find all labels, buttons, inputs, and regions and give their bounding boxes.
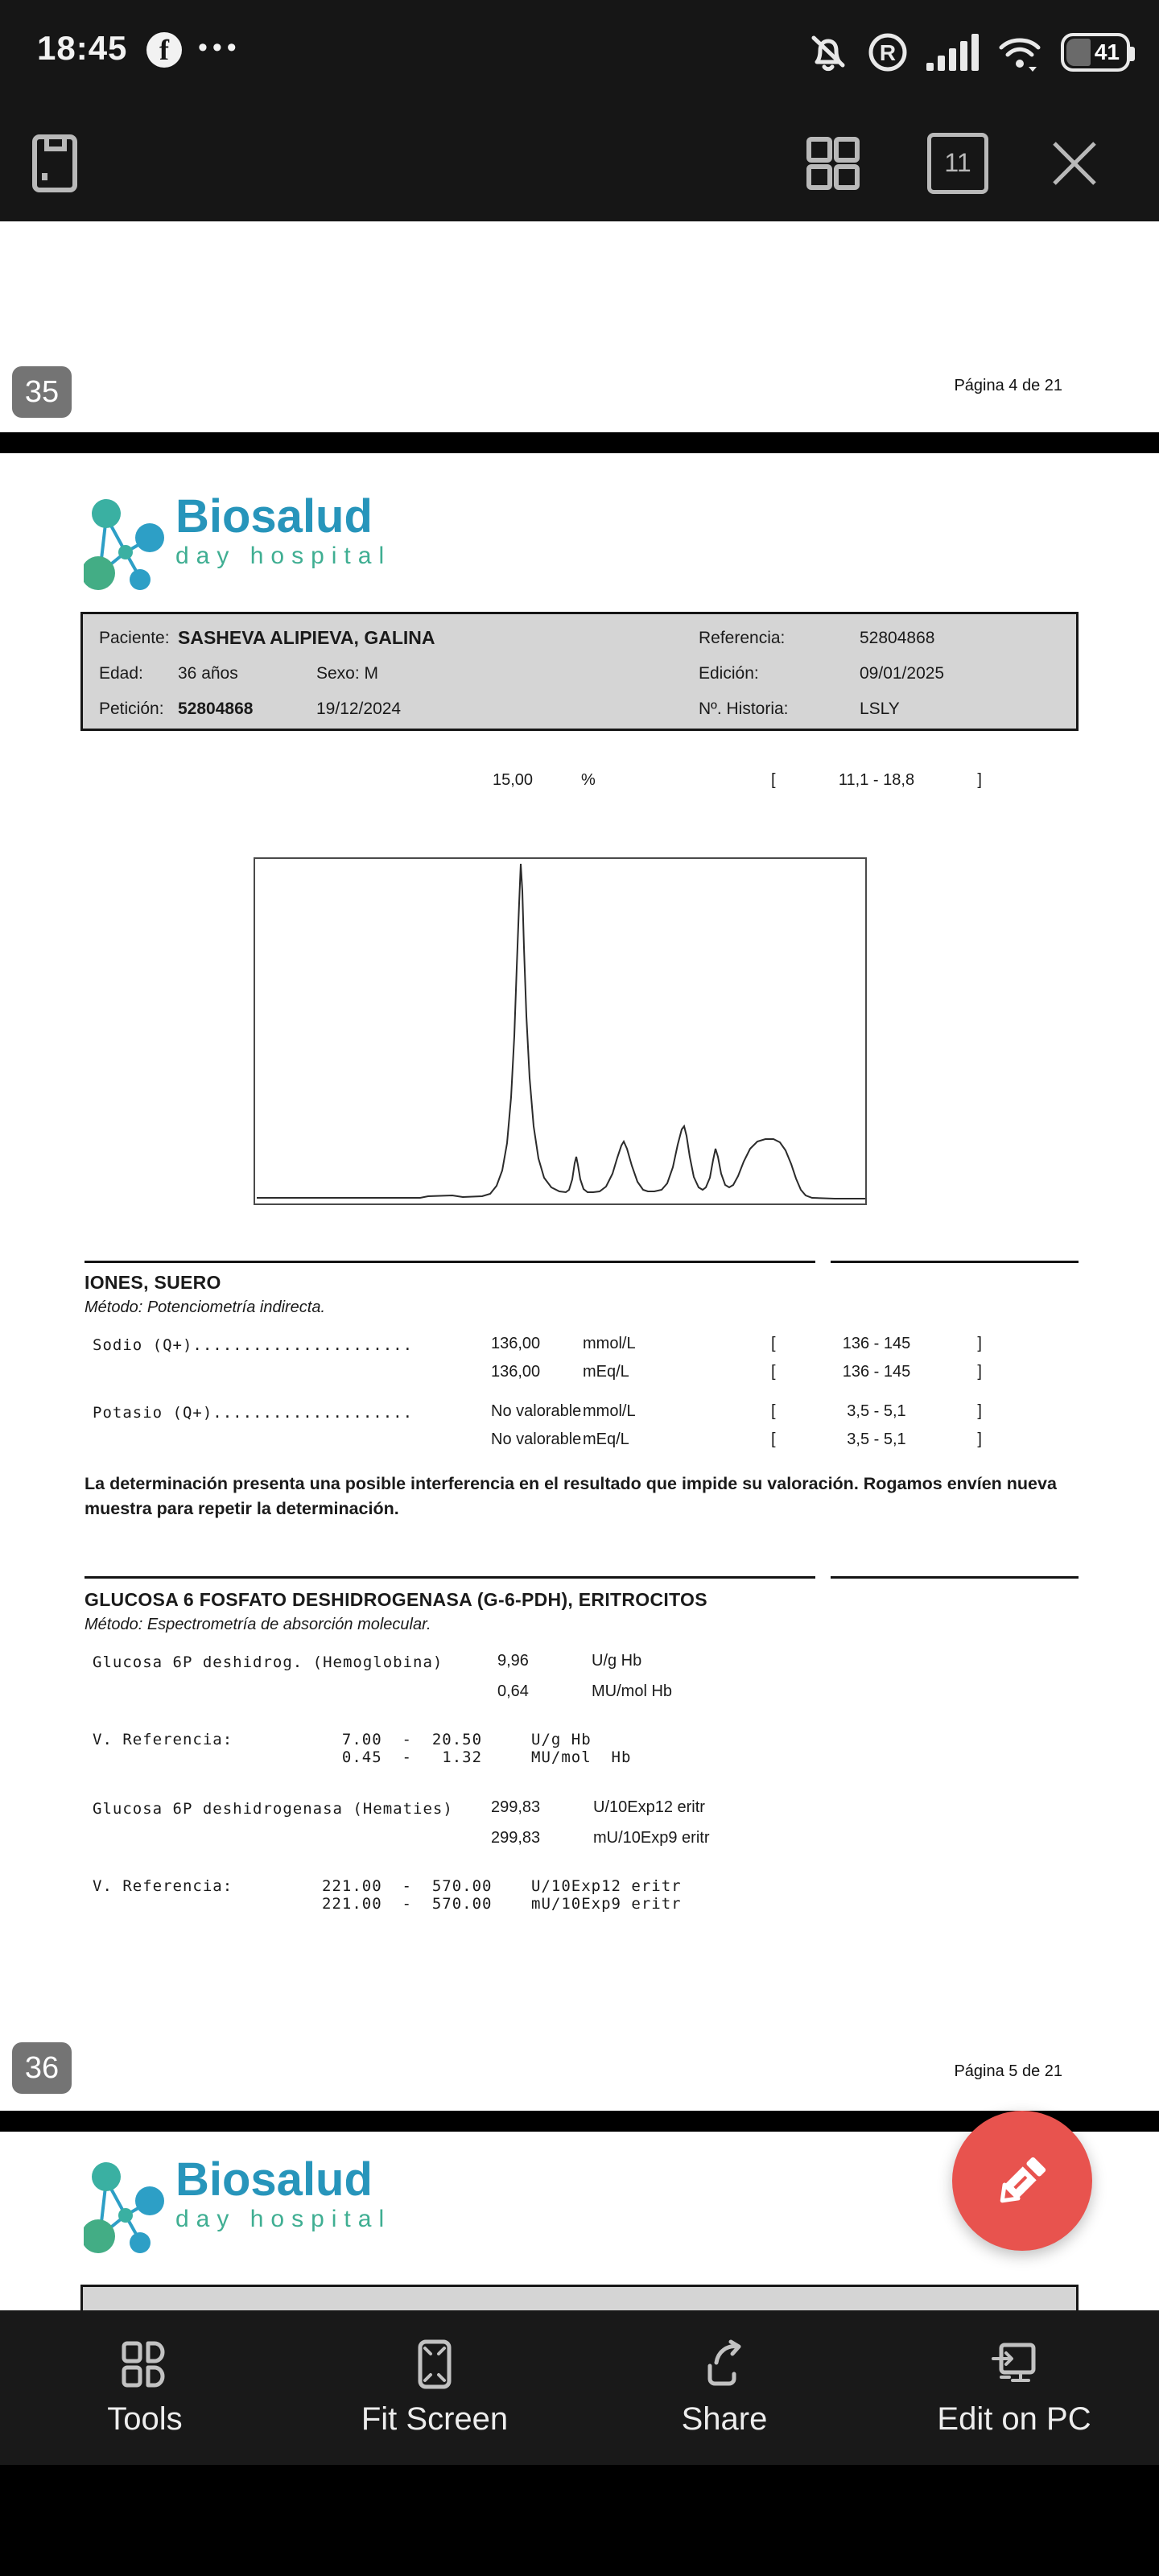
historia-value: LSLY [860,700,900,718]
logo-tagline: day hospital [175,543,392,569]
peticion-value: 52804868 [178,700,254,718]
referencia-value: 52804868 [860,629,935,647]
range-text: 136 - 145 [842,1335,911,1352]
test-value: 136,00 [491,1363,541,1381]
edit-fab-button[interactable] [952,2111,1092,2251]
status-bar [0,0,1159,105]
save-floppy-icon [31,133,79,194]
edad-value: 36 años [178,664,238,683]
page-badge-36: 36 [12,2042,72,2094]
hba-value: 15,00 [493,771,534,789]
test-range [771,1335,982,1353]
page-number-button[interactable] [918,105,998,221]
fit-screen-icon [409,2339,460,2390]
biosalud-molecule-icon [84,2156,164,2256]
range-text: 3,5 - 5,1 [847,1402,906,1420]
page-indicator-box: 11 [927,133,988,194]
g6pd-method: Método: Espectrometría de absorción molecular. [85,1616,431,1633]
edit-on-pc-icon [988,2339,1040,2390]
test-value: 9,96 [497,1652,529,1670]
share-label: Share [681,2401,768,2437]
thumbnail-grid-button[interactable] [793,105,873,221]
test-range [771,1363,982,1381]
interference-note: La determinación presenta una posible interferencia en el resultado que impide su valoración. Rogamos envíen nueva muestra para repetir la determinación. [85,1474,1057,1518]
section-divider [831,1261,1079,1263]
bottom-toolbar [0,2310,1159,2465]
chromatogram-curve [255,859,865,1203]
save-button[interactable] [14,105,95,221]
page-badge-35: 35 [12,366,72,418]
referencia-label: Referencia: [699,629,786,647]
page-footer-label-5: Página 5 de 21 [954,2062,1062,2080]
bracket-close: ] [977,1430,982,1448]
ref-unit: U/10Exp12 eritr [531,1877,682,1895]
fit-screen-label: Fit Screen [361,2401,509,2437]
test-name: Glucosa 6P deshidrogenasa (Hematies) [93,1800,453,1818]
test-unit: mEq/L [583,1363,629,1381]
patient-info-box [80,612,1079,731]
bracket-close: ] [977,1335,982,1352]
g6pd-section-title: GLUCOSA 6 FOSFATO DESHIDROGENASA (G-6-PDH), ERITROCITOS [85,1589,707,1610]
share-icon [699,2339,750,2390]
clock: 18:45 [37,29,128,67]
edicion-label: Edición: [699,664,759,683]
test-name: Sodio (Q+)...................... [93,1336,414,1354]
range-text: 136 - 145 [842,1363,911,1381]
battery-icon [1061,33,1130,72]
ref-label: V. Referencia: [93,1877,233,1895]
bracket-open: [ [771,1402,776,1420]
signal-strength-icon [926,34,979,71]
peticion-label: Petición: [99,700,164,718]
bracket-close: ] [977,1402,982,1420]
peticion-fecha: 19/12/2024 [316,700,402,718]
section-divider [85,1261,815,1263]
range-text: 11,1 - 18,8 [838,771,915,789]
roaming-icon [867,31,909,73]
pencil-icon [986,2145,1058,2217]
test-value: 299,83 [491,1798,541,1816]
hba-range [771,771,982,790]
test-value: No valorable [491,1402,582,1420]
mute-bell-icon [807,31,849,73]
bracket-open: [ [771,771,776,789]
ref-unit: U/g Hb [531,1731,592,1748]
close-icon [1048,137,1101,190]
test-unit: mmol/L [583,1335,636,1352]
edad-label: Edad: [99,664,143,683]
test-unit: mmol/L [583,1402,636,1420]
tools-grid-icon [119,2339,171,2390]
biosalud-molecule-icon [84,493,164,592]
ref-range: 0.45 - 1.32 [322,1748,483,1766]
facebook-notification-icon: f [146,32,182,68]
battery-percent: 41 [1094,39,1120,64]
test-range [771,1430,982,1449]
chromatogram-chart [254,857,867,1205]
logo-name: Biosalud [175,2153,373,2206]
biosalud-logo [84,2153,392,2256]
grid-icon [805,135,861,192]
page-separator-1 [0,432,1159,453]
test-name: Potasio (Q+).................... [93,1404,414,1422]
ref-label: V. Referencia: [93,1731,233,1748]
ref-range: 221.00 - 570.00 [322,1895,493,1913]
svg-text:R: R [879,40,897,65]
ref-unit: mU/10Exp9 eritr [531,1895,682,1913]
bracket-close: ] [977,1363,982,1381]
test-unit: U/g Hb [592,1652,642,1670]
paciente-label: Paciente: [99,629,170,647]
test-value: 0,64 [497,1682,529,1700]
patient-info-box-partial [80,2285,1079,2312]
test-unit: mU/10Exp9 eritr [593,1829,710,1847]
range-text: 3,5 - 5,1 [847,1430,906,1448]
more-notifications-icon: ••• [198,32,241,63]
tools-label: Tools [107,2401,183,2437]
ions-section-title: IONES, SUERO [85,1272,221,1293]
edit-on-pc-button[interactable] [869,2310,1159,2465]
bracket-close: ] [977,771,982,789]
sexo-value: Sexo: M [316,664,379,683]
ref-range: 221.00 - 570.00 [322,1877,493,1895]
fit-screen-button[interactable] [290,2310,580,2465]
logo-name: Biosalud [175,490,373,543]
hba-unit: % [581,771,596,789]
ref-range: 7.00 - 20.50 [322,1731,483,1748]
bracket-open: [ [771,1335,776,1352]
close-button[interactable] [1034,105,1115,221]
edicion-value: 09/01/2025 [860,664,945,683]
android-nav-bar [0,2465,1159,2576]
test-unit: U/10Exp12 eritr [593,1798,705,1816]
edit-on-pc-label: Edit on PC [937,2401,1091,2437]
wifi-icon [996,31,1043,73]
test-value: No valorable [491,1430,582,1448]
test-value: 136,00 [491,1335,541,1352]
pdf-app-toolbar [0,105,1159,221]
paciente-value: SASHEVA ALIPIEVA, GALINA [178,627,435,648]
ref-unit: MU/mol Hb [531,1748,632,1766]
bracket-open: [ [771,1363,776,1381]
test-unit: mEq/L [583,1430,629,1448]
tools-button[interactable] [0,2310,290,2465]
ions-method: Método: Potenciometría indirecta. [85,1298,326,1316]
test-value: 299,83 [491,1829,541,1847]
test-name: Glucosa 6P deshidrog. (Hemoglobina) [93,1653,443,1671]
section-divider [85,1576,815,1579]
test-range [771,1402,982,1421]
historia-label: Nº. Historia: [699,700,789,718]
logo-tagline: day hospital [175,2206,392,2232]
biosalud-logo [84,490,392,592]
share-button[interactable] [580,2310,869,2465]
section-divider [831,1576,1079,1579]
test-unit: MU/mol Hb [592,1682,673,1700]
page-footer-label-4: Página 4 de 21 [954,377,1062,394]
bracket-open: [ [771,1430,776,1448]
